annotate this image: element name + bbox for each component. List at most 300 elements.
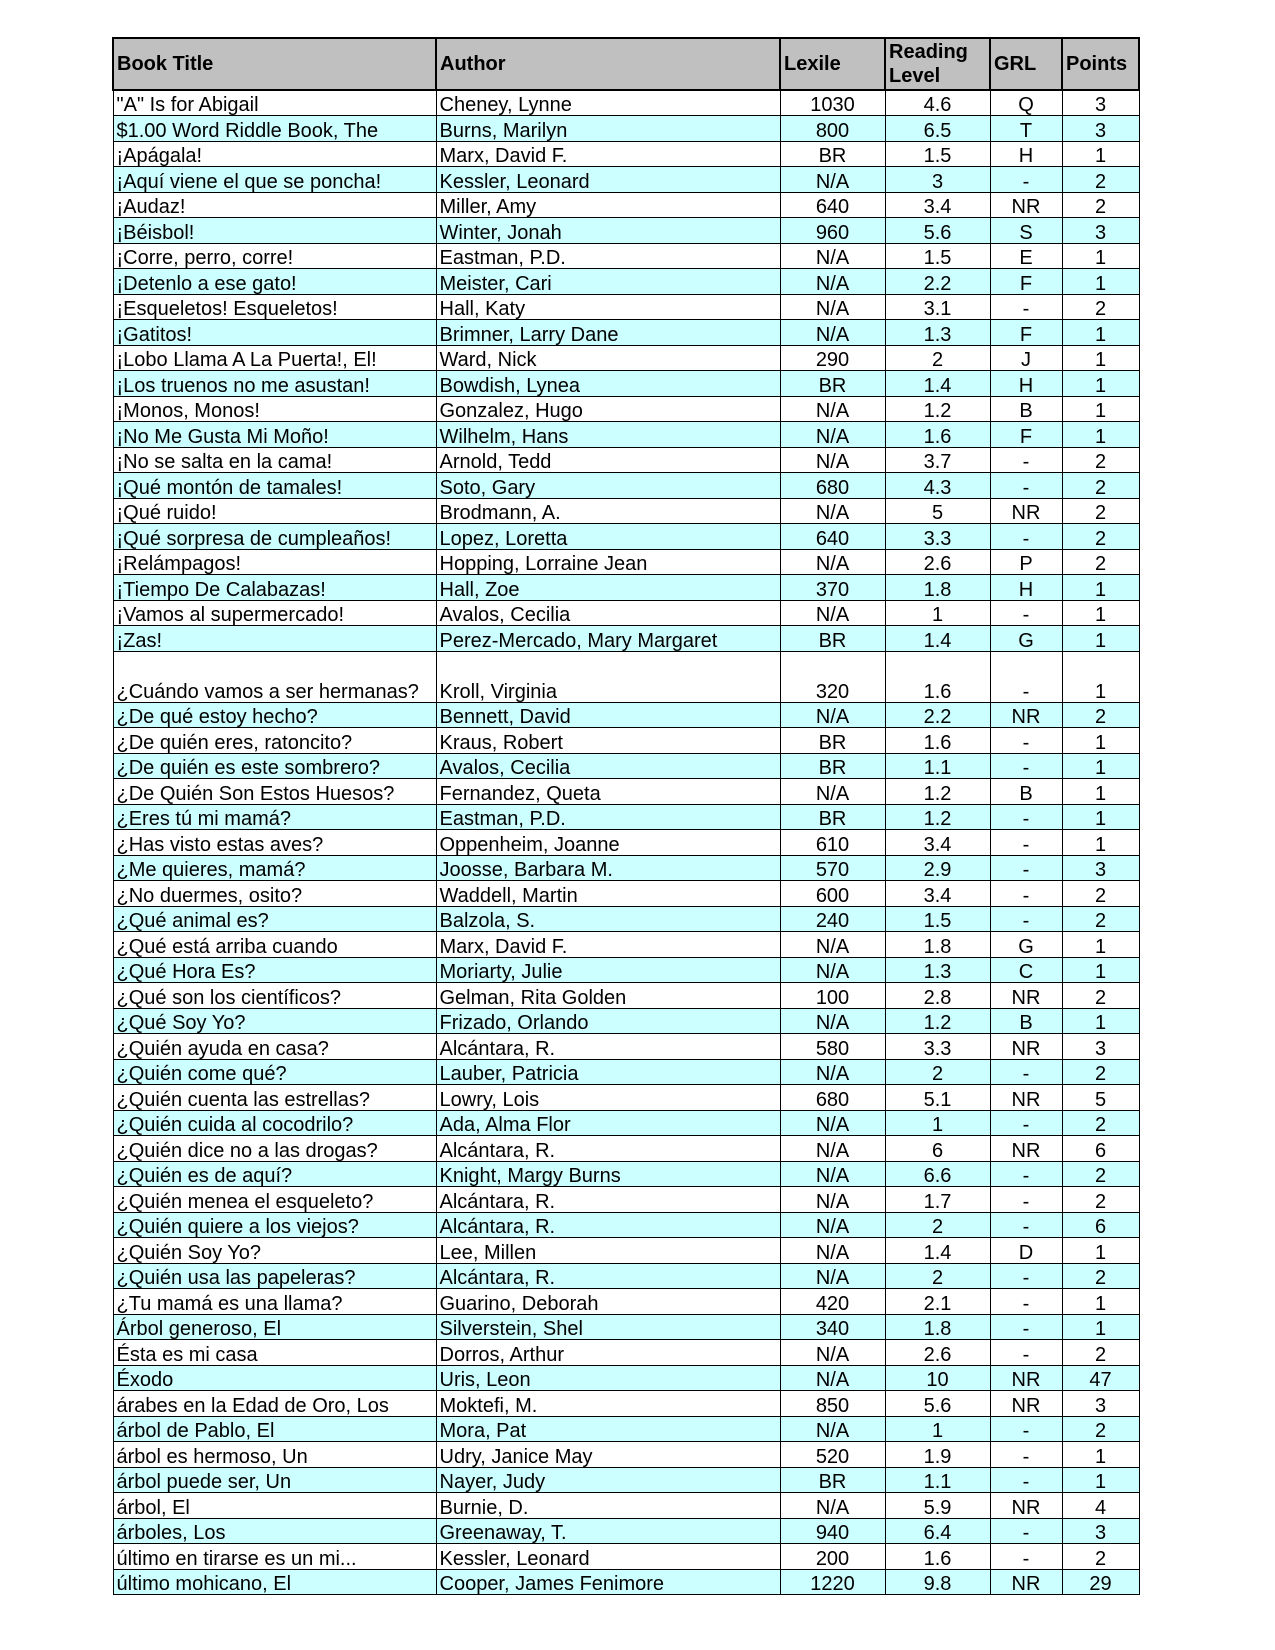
- cell-reading-level: 2.9: [885, 855, 990, 881]
- cell-points: 2: [1062, 1263, 1139, 1289]
- table-row: [113, 702, 1139, 728]
- cell-reading-level: 1.5: [885, 243, 990, 269]
- cell-lexile: N/A: [780, 320, 885, 346]
- cell-reading-level: 1.6: [885, 728, 990, 754]
- cell-lexile: N/A: [780, 1493, 885, 1519]
- cell-grl: F: [990, 422, 1062, 448]
- cell-title: ¿Qué Soy Yo?: [113, 1008, 436, 1034]
- cell-lexile: N/A: [780, 269, 885, 295]
- cell-grl: -: [990, 855, 1062, 881]
- table-row: [113, 116, 1139, 142]
- cell-reading-level: 1: [885, 600, 990, 626]
- table-row: [113, 1059, 1139, 1085]
- cell-reading-level: 1.4: [885, 1238, 990, 1264]
- cell-author: Udry, Janice May: [436, 1442, 780, 1468]
- cell-grl: B: [990, 1008, 1062, 1034]
- cell-reading-level: 2.2: [885, 269, 990, 295]
- cell-points: 1: [1062, 320, 1139, 346]
- cell-grl: NR: [990, 983, 1062, 1009]
- cell-title: ¡Audaz!: [113, 192, 436, 218]
- cell-title: ¡Qué montón de tamales!: [113, 473, 436, 499]
- table-row: [113, 1391, 1139, 1417]
- cell-title: $1.00 Word Riddle Book, The: [113, 116, 436, 142]
- cell-points: 2: [1062, 906, 1139, 932]
- book-list-table: [112, 37, 1140, 1595]
- cell-points: 3: [1062, 1391, 1139, 1417]
- cell-lexile: 640: [780, 524, 885, 550]
- cell-title: ¿Quién come qué?: [113, 1059, 436, 1085]
- cell-author: Cooper, James Fenimore: [436, 1569, 780, 1595]
- cell-grl: B: [990, 779, 1062, 805]
- cell-lexile: N/A: [780, 1238, 885, 1264]
- cell-grl: -: [990, 753, 1062, 779]
- cell-points: 2: [1062, 983, 1139, 1009]
- cell-points: 1: [1062, 1442, 1139, 1468]
- table-row: [113, 1493, 1139, 1519]
- cell-points: 3: [1062, 116, 1139, 142]
- cell-author: Kessler, Leonard: [436, 1544, 780, 1570]
- cell-points: 4: [1062, 1493, 1139, 1519]
- cell-author: Burnie, D.: [436, 1493, 780, 1519]
- cell-lexile: 580: [780, 1034, 885, 1060]
- cell-lexile: 800: [780, 116, 885, 142]
- cell-author: Oppenheim, Joanne: [436, 830, 780, 856]
- cell-reading-level: 5: [885, 498, 990, 524]
- table-row: [113, 371, 1139, 397]
- cell-points: 6: [1062, 1136, 1139, 1162]
- cell-points: 1: [1062, 804, 1139, 830]
- cell-author: Burns, Marilyn: [436, 116, 780, 142]
- cell-lexile: 600: [780, 881, 885, 907]
- cell-lexile: N/A: [780, 932, 885, 958]
- cell-grl: -: [990, 1340, 1062, 1366]
- cell-grl: -: [990, 1263, 1062, 1289]
- table-row: [113, 549, 1139, 575]
- cell-title: ¡Corre, perro, corre!: [113, 243, 436, 269]
- table-row: [113, 881, 1139, 907]
- cell-points: 1: [1062, 957, 1139, 983]
- header-reading-level: Reading Level: [885, 38, 990, 90]
- cell-lexile: 240: [780, 906, 885, 932]
- cell-grl: -: [990, 600, 1062, 626]
- cell-title: ¡Vamos al supermercado!: [113, 600, 436, 626]
- cell-grl: -: [990, 881, 1062, 907]
- cell-author: Eastman, P.D.: [436, 804, 780, 830]
- cell-title: Ésta es mi casa: [113, 1340, 436, 1366]
- cell-lexile: N/A: [780, 1340, 885, 1366]
- cell-title: ¡Lobo Llama A La Puerta!, El!: [113, 345, 436, 371]
- table-row: [113, 651, 1139, 702]
- cell-author: Wilhelm, Hans: [436, 422, 780, 448]
- cell-lexile: N/A: [780, 167, 885, 193]
- table-row: [113, 1314, 1139, 1340]
- cell-grl: NR: [990, 1569, 1062, 1595]
- cell-title: ¿Quién cuida al cocodrilo?: [113, 1110, 436, 1136]
- cell-reading-level: 1.6: [885, 422, 990, 448]
- cell-title: ¡Monos, Monos!: [113, 396, 436, 422]
- cell-title: árabes en la Edad de Oro, Los: [113, 1391, 436, 1417]
- cell-lexile: 640: [780, 192, 885, 218]
- cell-title: árboles, Los: [113, 1518, 436, 1544]
- cell-grl: NR: [990, 192, 1062, 218]
- cell-author: Knight, Margy Burns: [436, 1161, 780, 1187]
- table-row: [113, 1518, 1139, 1544]
- cell-grl: -: [990, 1518, 1062, 1544]
- cell-reading-level: 3.7: [885, 447, 990, 473]
- cell-points: 1: [1062, 371, 1139, 397]
- cell-lexile: BR: [780, 753, 885, 779]
- cell-lexile: 570: [780, 855, 885, 881]
- table-row: [113, 422, 1139, 448]
- table-row: [113, 192, 1139, 218]
- cell-reading-level: 2.8: [885, 983, 990, 1009]
- table-row: [113, 396, 1139, 422]
- cell-author: Greenaway, T.: [436, 1518, 780, 1544]
- cell-grl: -: [990, 447, 1062, 473]
- cell-author: Cheney, Lynne: [436, 90, 780, 116]
- cell-grl: -: [990, 167, 1062, 193]
- cell-points: 2: [1062, 167, 1139, 193]
- cell-reading-level: 2: [885, 1059, 990, 1085]
- cell-author: Hall, Katy: [436, 294, 780, 320]
- cell-title: ¿Qué está arriba cuando: [113, 932, 436, 958]
- cell-reading-level: 1.4: [885, 371, 990, 397]
- cell-title: ¿Has visto estas aves?: [113, 830, 436, 856]
- cell-title: ¡Zas!: [113, 626, 436, 652]
- cell-title: ¡Detenlo a ese gato!: [113, 269, 436, 295]
- cell-points: 1: [1062, 1238, 1139, 1264]
- cell-title: ¿Quién usa las papeleras?: [113, 1263, 436, 1289]
- cell-points: 1: [1062, 600, 1139, 626]
- cell-grl: -: [990, 1161, 1062, 1187]
- cell-lexile: N/A: [780, 1110, 885, 1136]
- cell-title: ¿Quién ayuda en casa?: [113, 1034, 436, 1060]
- cell-title: ¡Béisbol!: [113, 218, 436, 244]
- cell-author: Marx, David F.: [436, 932, 780, 958]
- cell-grl: -: [990, 1059, 1062, 1085]
- cell-points: 1: [1062, 1008, 1139, 1034]
- table-row: [113, 320, 1139, 346]
- cell-points: 2: [1062, 549, 1139, 575]
- cell-author: Guarino, Deborah: [436, 1289, 780, 1315]
- cell-author: Marx, David F.: [436, 141, 780, 167]
- cell-title: ¡Gatitos!: [113, 320, 436, 346]
- cell-author: Alcántara, R.: [436, 1212, 780, 1238]
- cell-author: Hall, Zoe: [436, 575, 780, 601]
- cell-grl: H: [990, 141, 1062, 167]
- cell-reading-level: 5.9: [885, 1493, 990, 1519]
- table-row: [113, 830, 1139, 856]
- cell-author: Alcántara, R.: [436, 1187, 780, 1213]
- cell-title: ¿Qué animal es?: [113, 906, 436, 932]
- cell-title: "A" Is for Abigail: [113, 90, 436, 116]
- table-row: [113, 294, 1139, 320]
- table-row: [113, 932, 1139, 958]
- cell-grl: -: [990, 1212, 1062, 1238]
- cell-lexile: 520: [780, 1442, 885, 1468]
- table-row: [113, 779, 1139, 805]
- cell-title: ¿Cuándo vamos a ser hermanas?: [113, 651, 436, 702]
- cell-lexile: 100: [780, 983, 885, 1009]
- cell-reading-level: 1.2: [885, 804, 990, 830]
- cell-lexile: N/A: [780, 779, 885, 805]
- cell-grl: -: [990, 728, 1062, 754]
- cell-grl: G: [990, 932, 1062, 958]
- cell-lexile: N/A: [780, 1416, 885, 1442]
- cell-author: Avalos, Cecilia: [436, 600, 780, 626]
- cell-grl: H: [990, 575, 1062, 601]
- cell-reading-level: 2: [885, 1212, 990, 1238]
- cell-reading-level: 2: [885, 1263, 990, 1289]
- table-row: [113, 473, 1139, 499]
- cell-title: ¡Relámpagos!: [113, 549, 436, 575]
- table-row: [113, 728, 1139, 754]
- cell-author: Kessler, Leonard: [436, 167, 780, 193]
- cell-lexile: N/A: [780, 600, 885, 626]
- cell-title: ¿No duermes, osito?: [113, 881, 436, 907]
- cell-reading-level: 3.3: [885, 1034, 990, 1060]
- cell-reading-level: 3: [885, 167, 990, 193]
- cell-grl: -: [990, 651, 1062, 702]
- cell-grl: -: [990, 1314, 1062, 1340]
- cell-reading-level: 2.1: [885, 1289, 990, 1315]
- cell-author: Nayer, Judy: [436, 1467, 780, 1493]
- cell-lexile: BR: [780, 1467, 885, 1493]
- cell-points: 3: [1062, 90, 1139, 116]
- cell-lexile: N/A: [780, 1365, 885, 1391]
- cell-title: ¡Aquí viene el que se poncha!: [113, 167, 436, 193]
- cell-lexile: 960: [780, 218, 885, 244]
- cell-grl: NR: [990, 1365, 1062, 1391]
- cell-points: 1: [1062, 243, 1139, 269]
- cell-author: Lowry, Lois: [436, 1085, 780, 1111]
- cell-author: Joosse, Barbara M.: [436, 855, 780, 881]
- cell-points: 1: [1062, 269, 1139, 295]
- cell-author: Miller, Amy: [436, 192, 780, 218]
- table-row: [113, 1340, 1139, 1366]
- cell-lexile: N/A: [780, 422, 885, 448]
- cell-reading-level: 1.3: [885, 957, 990, 983]
- cell-points: 3: [1062, 1034, 1139, 1060]
- cell-author: Mora, Pat: [436, 1416, 780, 1442]
- cell-reading-level: 6.5: [885, 116, 990, 142]
- cell-grl: NR: [990, 1085, 1062, 1111]
- cell-title: ¿Quién dice no a las drogas?: [113, 1136, 436, 1162]
- cell-reading-level: 1.2: [885, 396, 990, 422]
- cell-grl: NR: [990, 702, 1062, 728]
- cell-lexile: BR: [780, 141, 885, 167]
- table-row: [113, 1085, 1139, 1111]
- cell-title: último en tirarse es un mi...: [113, 1544, 436, 1570]
- cell-reading-level: 4.6: [885, 90, 990, 116]
- table-row: [113, 957, 1139, 983]
- cell-author: Uris, Leon: [436, 1365, 780, 1391]
- header-points: Points: [1062, 38, 1139, 90]
- cell-grl: B: [990, 396, 1062, 422]
- cell-grl: E: [990, 243, 1062, 269]
- cell-title: Árbol generoso, El: [113, 1314, 436, 1340]
- cell-title: ¿Tu mamá es una llama?: [113, 1289, 436, 1315]
- cell-grl: NR: [990, 1493, 1062, 1519]
- cell-author: Gonzalez, Hugo: [436, 396, 780, 422]
- cell-reading-level: 1.8: [885, 1314, 990, 1340]
- cell-title: ¿Quién es de aquí?: [113, 1161, 436, 1187]
- cell-grl: -: [990, 1416, 1062, 1442]
- cell-points: 29: [1062, 1569, 1139, 1595]
- cell-reading-level: 1.1: [885, 753, 990, 779]
- cell-author: Dorros, Arthur: [436, 1340, 780, 1366]
- table-row: [113, 1416, 1139, 1442]
- cell-points: 1: [1062, 1289, 1139, 1315]
- cell-title: ¿De qué estoy hecho?: [113, 702, 436, 728]
- header-book-title: Book Title: [113, 38, 436, 90]
- header-lexile: Lexile: [780, 38, 885, 90]
- table-row: [113, 243, 1139, 269]
- table-row: [113, 1136, 1139, 1162]
- table-row: [113, 1110, 1139, 1136]
- cell-points: 2: [1062, 498, 1139, 524]
- cell-points: 47: [1062, 1365, 1139, 1391]
- cell-lexile: N/A: [780, 243, 885, 269]
- cell-title: ¿De quién eres, ratoncito?: [113, 728, 436, 754]
- table-row: [113, 498, 1139, 524]
- cell-points: 2: [1062, 1161, 1139, 1187]
- cell-title: ¡Los truenos no me asustan!: [113, 371, 436, 397]
- cell-points: 2: [1062, 1187, 1139, 1213]
- cell-grl: -: [990, 1544, 1062, 1570]
- cell-author: Fernandez, Queta: [436, 779, 780, 805]
- cell-reading-level: 2.6: [885, 549, 990, 575]
- cell-title: ¡Tiempo De Calabazas!: [113, 575, 436, 601]
- cell-grl: NR: [990, 498, 1062, 524]
- cell-reading-level: 10: [885, 1365, 990, 1391]
- table-row: [113, 626, 1139, 652]
- cell-points: 3: [1062, 218, 1139, 244]
- cell-points: 6: [1062, 1212, 1139, 1238]
- cell-reading-level: 1.5: [885, 906, 990, 932]
- cell-points: 1: [1062, 1467, 1139, 1493]
- cell-title: ¿Eres tú mi mamá?: [113, 804, 436, 830]
- cell-grl: F: [990, 320, 1062, 346]
- cell-points: 2: [1062, 1110, 1139, 1136]
- table-row: [113, 167, 1139, 193]
- cell-title: ¿Quién menea el esqueleto?: [113, 1187, 436, 1213]
- cell-author: Winter, Jonah: [436, 218, 780, 244]
- table-row: [113, 447, 1139, 473]
- cell-lexile: 940: [780, 1518, 885, 1544]
- cell-title: ¿Quién cuenta las estrellas?: [113, 1085, 436, 1111]
- cell-reading-level: 2.2: [885, 702, 990, 728]
- cell-points: 1: [1062, 626, 1139, 652]
- cell-author: Lauber, Patricia: [436, 1059, 780, 1085]
- cell-author: Brodmann, A.: [436, 498, 780, 524]
- cell-author: Alcántara, R.: [436, 1263, 780, 1289]
- cell-author: Kraus, Robert: [436, 728, 780, 754]
- cell-grl: NR: [990, 1136, 1062, 1162]
- cell-reading-level: 1.7: [885, 1187, 990, 1213]
- cell-reading-level: 1: [885, 1416, 990, 1442]
- cell-lexile: 340: [780, 1314, 885, 1340]
- cell-points: 1: [1062, 141, 1139, 167]
- cell-lexile: 200: [780, 1544, 885, 1570]
- cell-points: 2: [1062, 447, 1139, 473]
- header-row: [113, 38, 1139, 90]
- cell-lexile: 850: [780, 1391, 885, 1417]
- table-row: [113, 1442, 1139, 1468]
- cell-title: árbol de Pablo, El: [113, 1416, 436, 1442]
- cell-reading-level: 1.6: [885, 651, 990, 702]
- cell-author: Arnold, Tedd: [436, 447, 780, 473]
- cell-lexile: 420: [780, 1289, 885, 1315]
- table-row: [113, 804, 1139, 830]
- cell-reading-level: 4.3: [885, 473, 990, 499]
- cell-author: Lee, Millen: [436, 1238, 780, 1264]
- table-row: [113, 1034, 1139, 1060]
- cell-grl: -: [990, 1442, 1062, 1468]
- table-row: [113, 1161, 1139, 1187]
- cell-grl: NR: [990, 1034, 1062, 1060]
- table-row: [113, 753, 1139, 779]
- table-row: [113, 1238, 1139, 1264]
- cell-title: ¿Qué son los científicos?: [113, 983, 436, 1009]
- cell-reading-level: 1.4: [885, 626, 990, 652]
- cell-reading-level: 1.5: [885, 141, 990, 167]
- cell-title: árbol, El: [113, 1493, 436, 1519]
- table-row: [113, 575, 1139, 601]
- cell-points: 2: [1062, 702, 1139, 728]
- table-row: [113, 141, 1139, 167]
- cell-lexile: N/A: [780, 447, 885, 473]
- cell-author: Waddell, Martin: [436, 881, 780, 907]
- cell-points: 1: [1062, 830, 1139, 856]
- cell-grl: -: [990, 1187, 1062, 1213]
- cell-lexile: 290: [780, 345, 885, 371]
- cell-title: ¿Me quieres, mamá?: [113, 855, 436, 881]
- cell-grl: -: [990, 906, 1062, 932]
- cell-title: último mohicano, El: [113, 1569, 436, 1595]
- cell-points: 1: [1062, 1314, 1139, 1340]
- cell-reading-level: 3.3: [885, 524, 990, 550]
- cell-author: Ward, Nick: [436, 345, 780, 371]
- cell-title: ¡No se salta en la cama!: [113, 447, 436, 473]
- cell-reading-level: 1.8: [885, 932, 990, 958]
- cell-author: Balzola, S.: [436, 906, 780, 932]
- table-row: [113, 1263, 1139, 1289]
- cell-points: 2: [1062, 1059, 1139, 1085]
- cell-points: 1: [1062, 396, 1139, 422]
- cell-title: ¡Apágala!: [113, 141, 436, 167]
- table-row: [113, 345, 1139, 371]
- cell-reading-level: 2.6: [885, 1340, 990, 1366]
- cell-title: ¡No Me Gusta Mi Moño!: [113, 422, 436, 448]
- cell-reading-level: 2: [885, 345, 990, 371]
- cell-lexile: N/A: [780, 1059, 885, 1085]
- cell-lexile: BR: [780, 371, 885, 397]
- cell-points: 2: [1062, 1544, 1139, 1570]
- cell-points: 2: [1062, 192, 1139, 218]
- header-grl: GRL: [990, 38, 1062, 90]
- cell-points: 2: [1062, 1340, 1139, 1366]
- cell-lexile: N/A: [780, 1263, 885, 1289]
- cell-grl: D: [990, 1238, 1062, 1264]
- cell-grl: -: [990, 524, 1062, 550]
- cell-reading-level: 6: [885, 1136, 990, 1162]
- cell-reading-level: 6.4: [885, 1518, 990, 1544]
- header-author: Author: [436, 38, 780, 90]
- cell-reading-level: 1.8: [885, 575, 990, 601]
- cell-author: Moriarty, Julie: [436, 957, 780, 983]
- cell-lexile: N/A: [780, 549, 885, 575]
